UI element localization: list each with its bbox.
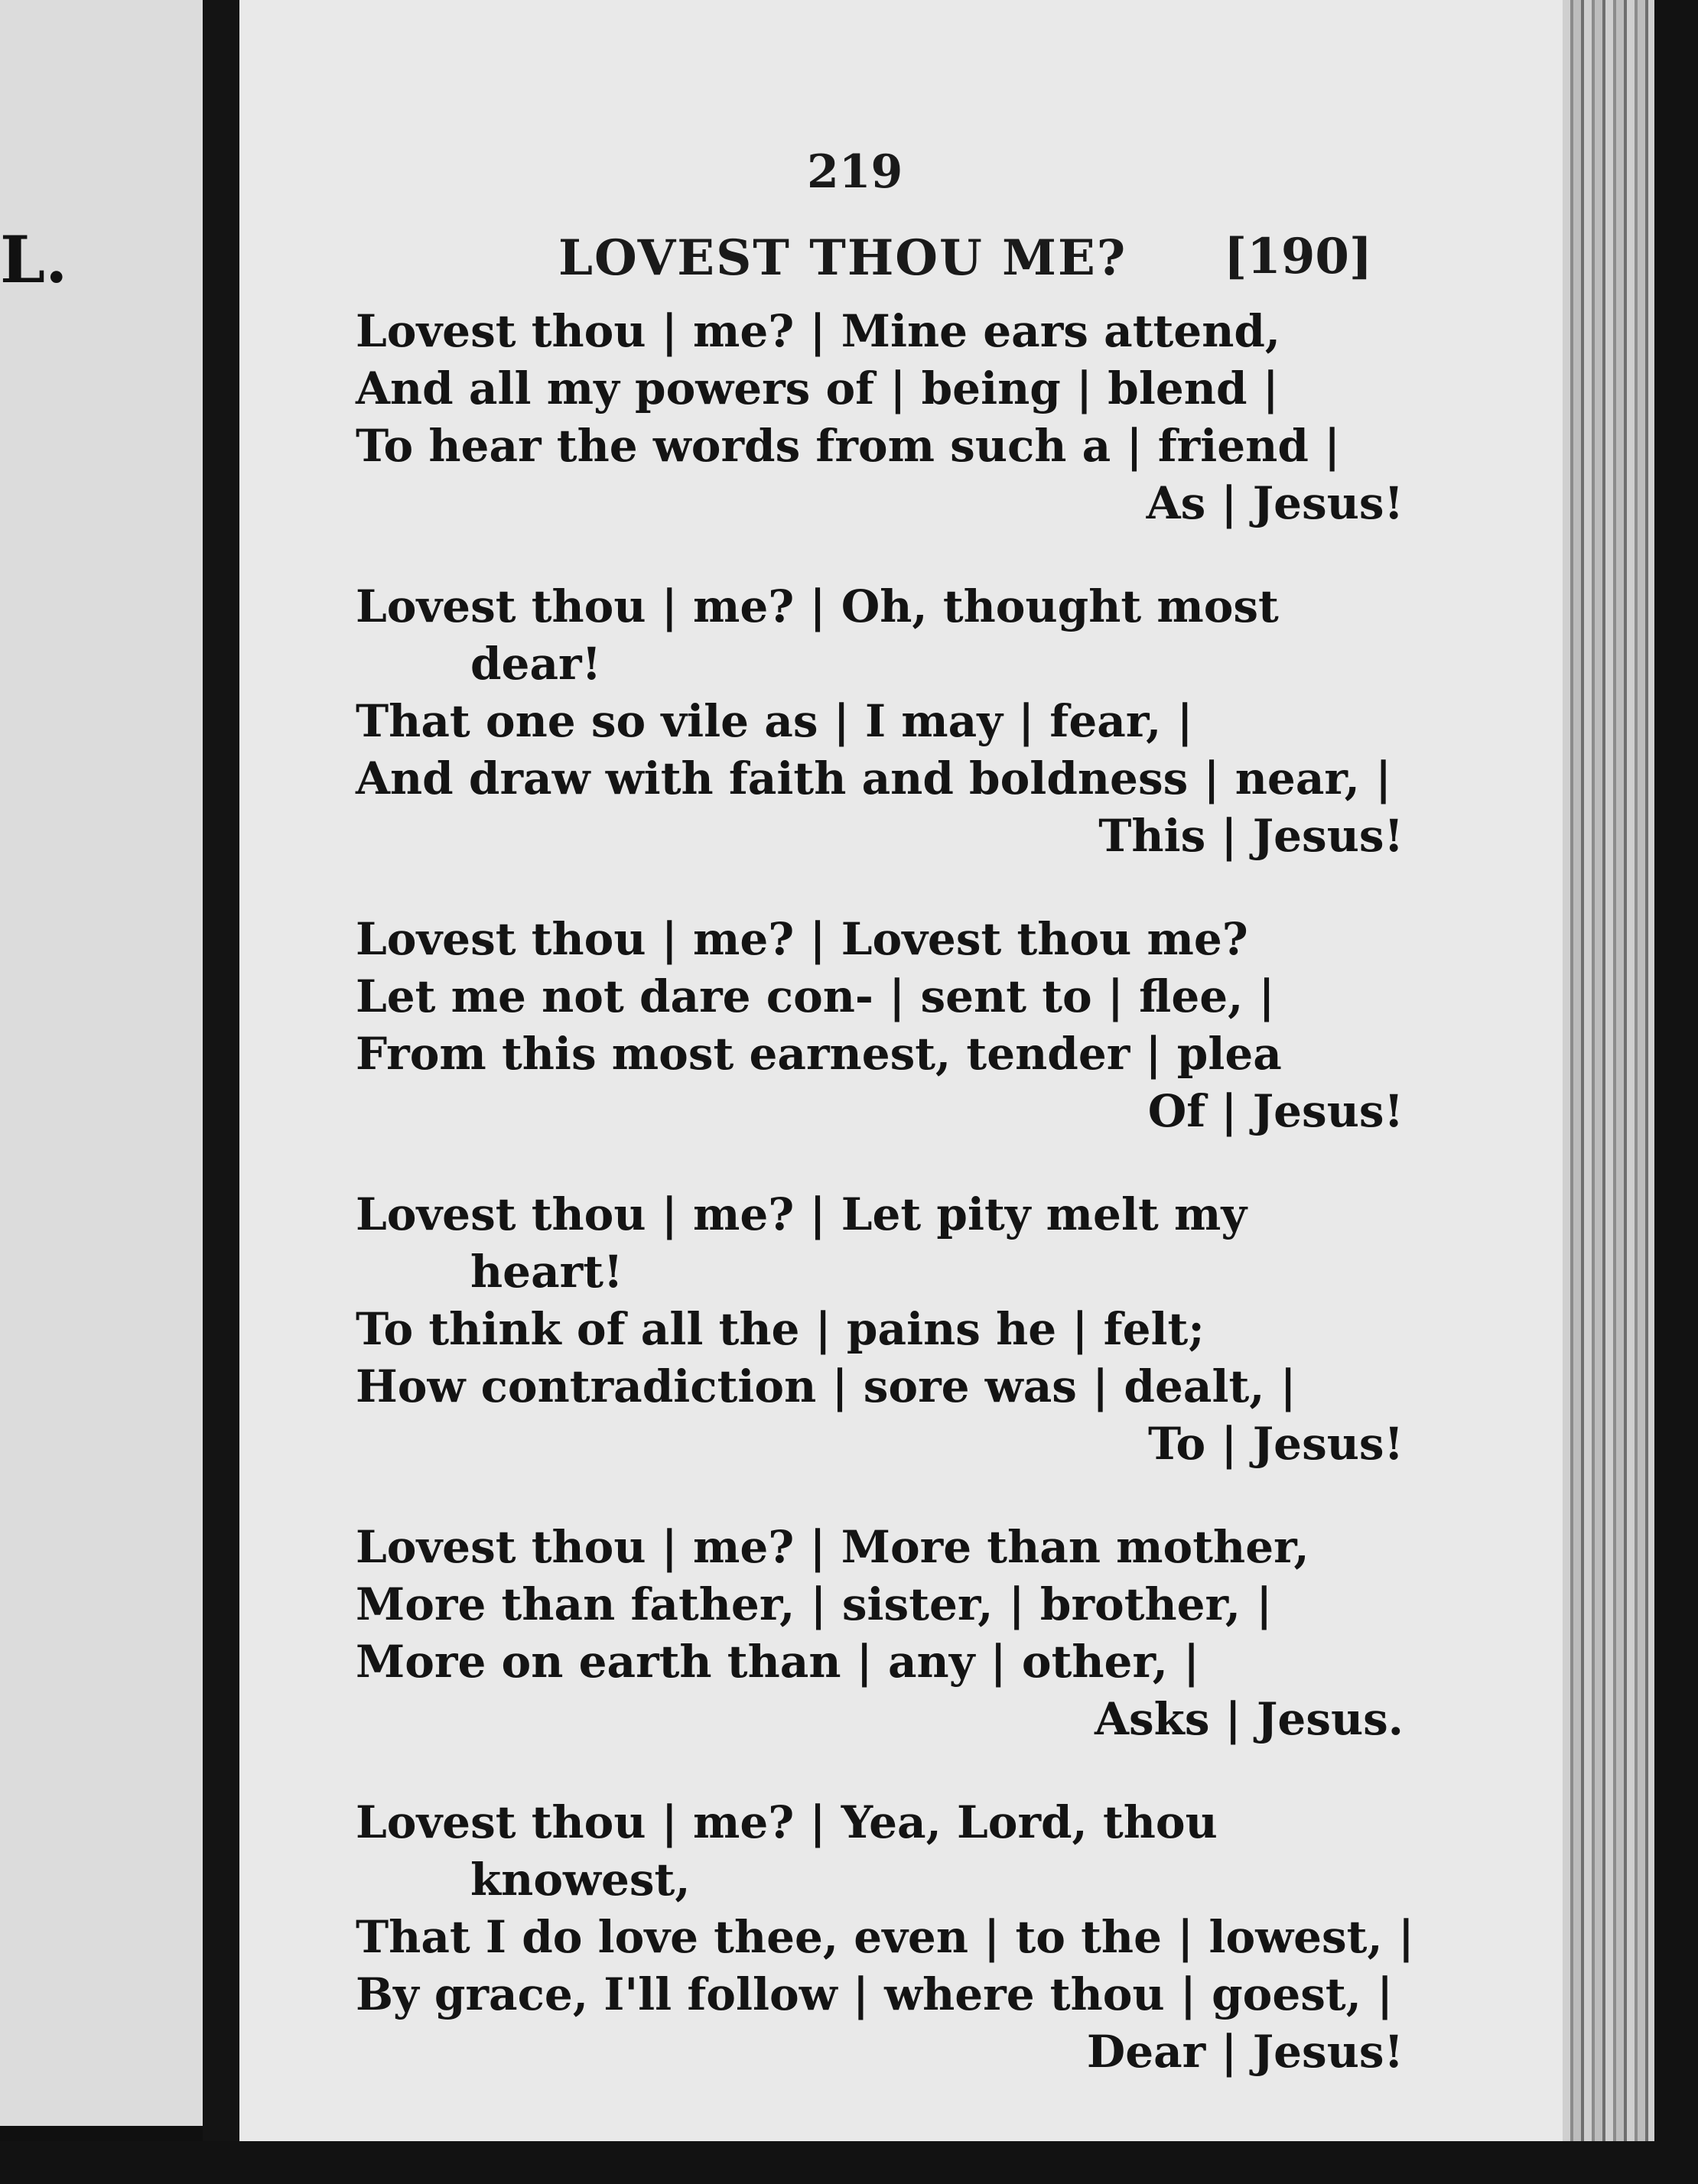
verse-line: Lovest thou | me? | Lovest thou me? — [356, 913, 1248, 965]
right-border — [1654, 0, 1698, 2184]
verse-line: Let me not dare con- | sent to | flee, | — [356, 970, 1275, 1022]
verse-line: Of | Jesus! — [1147, 1085, 1404, 1137]
verse-line: Lovest thou | me? | Yea, Lord, thou — [356, 1796, 1218, 1848]
verse-line: This | Jesus! — [1098, 810, 1404, 862]
verse-line: And all my powers of | being | blend | — [356, 362, 1279, 414]
page-edges — [1563, 0, 1654, 2141]
book-gutter — [203, 0, 239, 2184]
stanza — [356, 1186, 1404, 1473]
verse-line: How contradiction | sore was | dealt, | — [356, 1360, 1296, 1412]
stanza — [356, 578, 1404, 865]
hymn-title: LOVEST THOU ME? — [558, 229, 1127, 287]
verse-line: From this most earnest, tender | plea — [356, 1028, 1282, 1080]
stanza — [356, 1519, 1404, 1748]
stanza — [356, 1794, 1414, 2081]
verse-line: To hear the words from such a | friend | — [356, 420, 1341, 472]
verse-line: To think of all the | pains he | felt; — [356, 1303, 1205, 1355]
left-page-margin-mark: L. — [0, 222, 68, 297]
verse-line: Lovest thou | me? | Oh, thought most — [356, 580, 1279, 632]
verse-line: knowest, — [470, 1854, 691, 1906]
verse-line: To | Jesus! — [1148, 1418, 1404, 1470]
verse-line: And draw with faith and boldness | near, | — [356, 752, 1392, 804]
verse-line: More than father, | sister, | brother, | — [356, 1578, 1273, 1630]
verse-line: By grace, I'll follow | where thou | goest, | — [356, 1968, 1394, 2020]
verse-line: Dear | Jesus! — [1086, 2026, 1404, 2078]
stanza — [356, 911, 1404, 1140]
left-facing-page — [0, 0, 203, 2126]
verse-line: Asks | Jesus. — [1095, 1693, 1404, 1745]
verse-line: More on earth than | any | other, | — [356, 1636, 1200, 1688]
verse-line: That I do love thee, even | to the | lowest, | — [356, 1911, 1414, 1963]
stanza — [356, 303, 1404, 532]
verse-line: heart! — [470, 1246, 623, 1298]
hymn-verses — [356, 303, 1414, 2127]
verse-line: Lovest thou | me? | Let pity melt my — [356, 1188, 1247, 1240]
verse-line: dear! — [470, 638, 602, 690]
bottom-border — [0, 2141, 1698, 2184]
page-number: 219 — [807, 145, 903, 199]
verse-line: As | Jesus! — [1146, 477, 1404, 529]
verse-line: Lovest thou | me? | More than mother, — [356, 1521, 1309, 1573]
verse-line: That one so vile as | I may | fear, | — [356, 695, 1193, 747]
hymn-number: [190] — [1224, 228, 1373, 285]
verse-line: Lovest thou | me? | Mine ears attend, — [356, 305, 1281, 357]
